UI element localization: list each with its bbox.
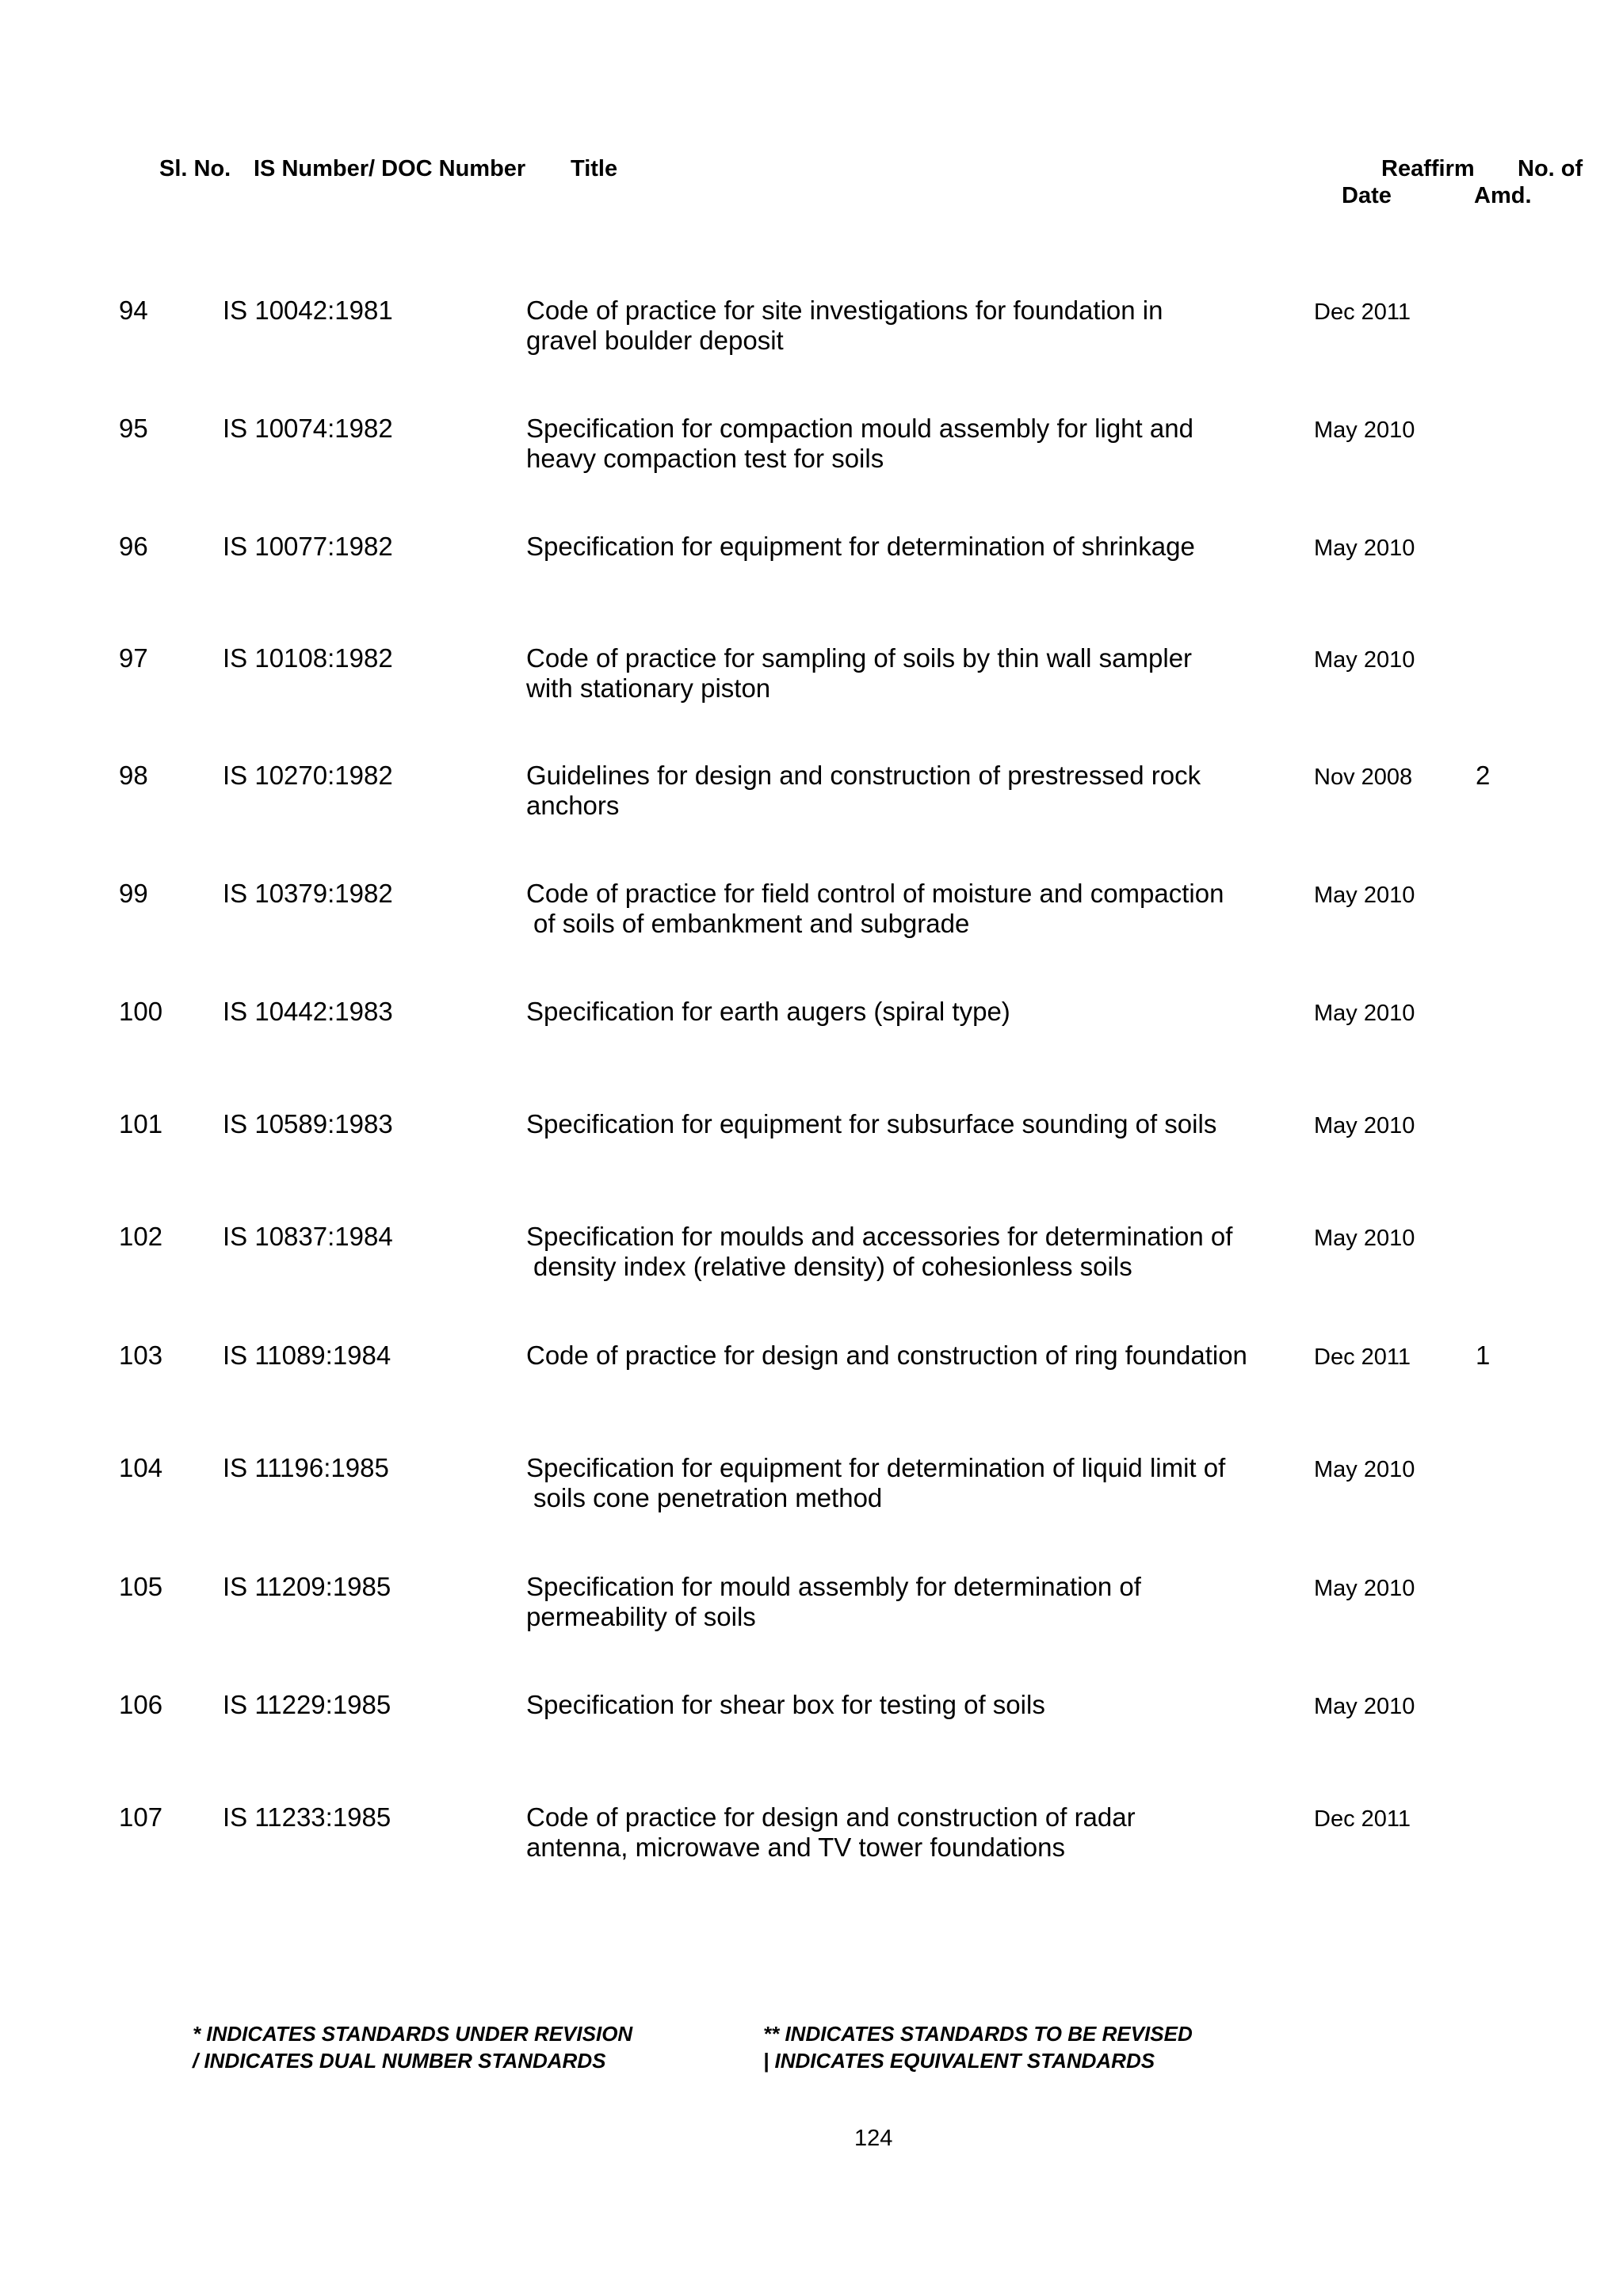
sl-no-cell: 98	[119, 761, 148, 790]
is-number-cell: IS 11089:1984	[223, 1341, 391, 1370]
table-row	[0, 414, 1623, 501]
reaffirm-date-cell: Dec 2011	[1314, 1344, 1411, 1370]
title-line-1: Specification for mould assembly for determination of	[526, 1572, 1141, 1601]
is-number-cell: IS 10379:1982	[223, 879, 393, 908]
table-row	[0, 1572, 1623, 1659]
header-date: Date	[1342, 183, 1392, 208]
title-line-1: Specification for earth augers (spiral type)	[526, 997, 1010, 1026]
sl-no-cell: 106	[119, 1690, 163, 1719]
sl-no-cell: 99	[119, 879, 148, 908]
legend-dual-number: / INDICATES DUAL NUMBER STANDARDS	[193, 2049, 606, 2073]
sl-no-cell: 95	[119, 414, 148, 443]
title-cell	[526, 296, 1279, 356]
table-row	[0, 1802, 1623, 1890]
table-row	[0, 643, 1623, 730]
title-line-1: Specification for compaction mould assembly for light and	[526, 414, 1193, 443]
title-line-2: heavy compaction test for soils	[526, 444, 884, 473]
reaffirm-date-cell: Dec 2011	[1314, 1806, 1411, 1832]
sl-no-cell: 94	[119, 296, 148, 325]
title-cell	[526, 1109, 1279, 1139]
table-row	[0, 997, 1623, 1084]
title-line-1: Specification for equipment for subsurface sounding of soils	[526, 1109, 1217, 1138]
header-reaffirm: Reaffirm	[1381, 156, 1475, 181]
table-row	[0, 1690, 1623, 1777]
reaffirm-date-cell: May 2010	[1314, 1694, 1415, 1719]
reaffirm-date-cell: May 2010	[1314, 1001, 1415, 1026]
header-title: Title	[571, 156, 618, 181]
reaffirm-date-cell: May 2010	[1314, 1226, 1415, 1251]
is-number-cell: IS 10077:1982	[223, 532, 393, 561]
reaffirm-date-cell: May 2010	[1314, 647, 1415, 673]
amd-count-cell: 1	[1476, 1341, 1491, 1370]
header-is-number: IS Number/ DOC Number	[254, 156, 526, 181]
legend-equivalent: | INDICATES EQUIVALENT STANDARDS	[763, 2049, 1155, 2073]
title-cell	[526, 1453, 1279, 1513]
sl-no-cell: 97	[119, 643, 148, 673]
title-line-1: Code of practice for site investigations for foundation in	[526, 296, 1163, 325]
title-cell	[526, 879, 1279, 939]
title-cell	[526, 1802, 1279, 1863]
sl-no-cell: 105	[119, 1572, 163, 1601]
title-line-1: Guidelines for design and construction of prestressed rock	[526, 761, 1201, 790]
is-number-cell: IS 10074:1982	[223, 414, 393, 443]
title-line-1: Code of practice for field control of moisture and compaction	[526, 879, 1224, 908]
title-line-1: Specification for equipment for determination of shrinkage	[526, 532, 1195, 561]
is-number-cell: IS 10042:1981	[223, 296, 393, 325]
is-number-cell: IS 11229:1985	[223, 1690, 391, 1719]
title-cell	[526, 1222, 1279, 1282]
title-cell	[526, 1572, 1279, 1632]
table-row	[0, 1453, 1623, 1540]
title-line-2: soils cone penetration method	[533, 1483, 883, 1512]
title-line-1: Specification for moulds and accessories for determination of	[526, 1222, 1233, 1251]
title-line-2: anchors	[526, 791, 620, 820]
legend-under-revision: * INDICATES STANDARDS UNDER REVISION	[193, 2022, 633, 2046]
is-number-cell: IS 11196:1985	[223, 1453, 389, 1482]
is-number-cell: IS 10442:1983	[223, 997, 393, 1026]
reaffirm-date-cell: May 2010	[1314, 883, 1415, 908]
table-row	[0, 532, 1623, 619]
sl-no-cell: 104	[119, 1453, 163, 1482]
header-sl-no: Sl. No.	[159, 156, 231, 181]
sl-no-cell: 107	[119, 1802, 163, 1832]
table-row	[0, 1222, 1623, 1309]
title-line-1: Specification for shear box for testing of soils	[526, 1690, 1045, 1719]
amd-count-cell: 2	[1476, 761, 1491, 790]
is-number-cell: IS 10108:1982	[223, 643, 393, 673]
is-number-cell: IS 10837:1984	[223, 1222, 393, 1251]
reaffirm-date-cell: May 2010	[1314, 1113, 1415, 1138]
sl-no-cell: 96	[119, 532, 148, 561]
is-number-cell: IS 11233:1985	[223, 1802, 391, 1832]
header-amd: Amd.	[1474, 183, 1532, 208]
sl-no-cell: 100	[119, 997, 163, 1026]
title-line-1: Code of practice for design and construction of radar	[526, 1802, 1136, 1832]
title-line-2: gravel boulder deposit	[526, 326, 784, 355]
title-line-1: Code of practice for sampling of soils by thin wall sampler	[526, 643, 1193, 673]
sl-no-cell: 101	[119, 1109, 163, 1138]
title-cell	[526, 414, 1279, 474]
title-cell	[526, 1341, 1279, 1371]
title-line-2: permeability of soils	[526, 1602, 756, 1631]
title-line-2: density index (relative density) of cohesionless soils	[533, 1252, 1132, 1281]
table-row	[0, 1109, 1623, 1196]
reaffirm-date-cell: May 2010	[1314, 418, 1415, 443]
table-row	[0, 761, 1623, 848]
reaffirm-date-cell: May 2010	[1314, 1576, 1415, 1601]
table-row	[0, 1341, 1623, 1428]
title-cell	[526, 532, 1279, 562]
header-no-of: No. of	[1518, 156, 1583, 181]
title-cell	[526, 761, 1279, 821]
title-line-1: Specification for equipment for determination of liquid limit of	[526, 1453, 1226, 1482]
reaffirm-date-cell: Nov 2008	[1314, 765, 1413, 790]
is-number-cell: IS 11209:1985	[223, 1572, 391, 1601]
title-cell	[526, 643, 1279, 704]
is-number-cell: IS 10589:1983	[223, 1109, 393, 1138]
reaffirm-date-cell: May 2010	[1314, 536, 1415, 561]
sl-no-cell: 103	[119, 1341, 163, 1370]
title-line-2: of soils of embankment and subgrade	[533, 909, 970, 938]
title-line-2: antenna, microwave and TV tower foundations	[526, 1833, 1065, 1862]
table-row	[0, 879, 1623, 966]
title-cell	[526, 997, 1279, 1027]
sl-no-cell: 102	[119, 1222, 163, 1251]
title-line-2: with stationary piston	[526, 673, 771, 703]
is-number-cell: IS 10270:1982	[223, 761, 393, 790]
table-row	[0, 296, 1623, 383]
reaffirm-date-cell: Dec 2011	[1314, 299, 1411, 325]
page-number: 124	[854, 2126, 893, 2151]
reaffirm-date-cell: May 2010	[1314, 1457, 1415, 1482]
title-cell	[526, 1690, 1279, 1720]
title-line-1: Code of practice for design and construction of ring foundation	[526, 1341, 1247, 1370]
legend-to-be-revised: ** INDICATES STANDARDS TO BE REVISED	[763, 2022, 1193, 2046]
